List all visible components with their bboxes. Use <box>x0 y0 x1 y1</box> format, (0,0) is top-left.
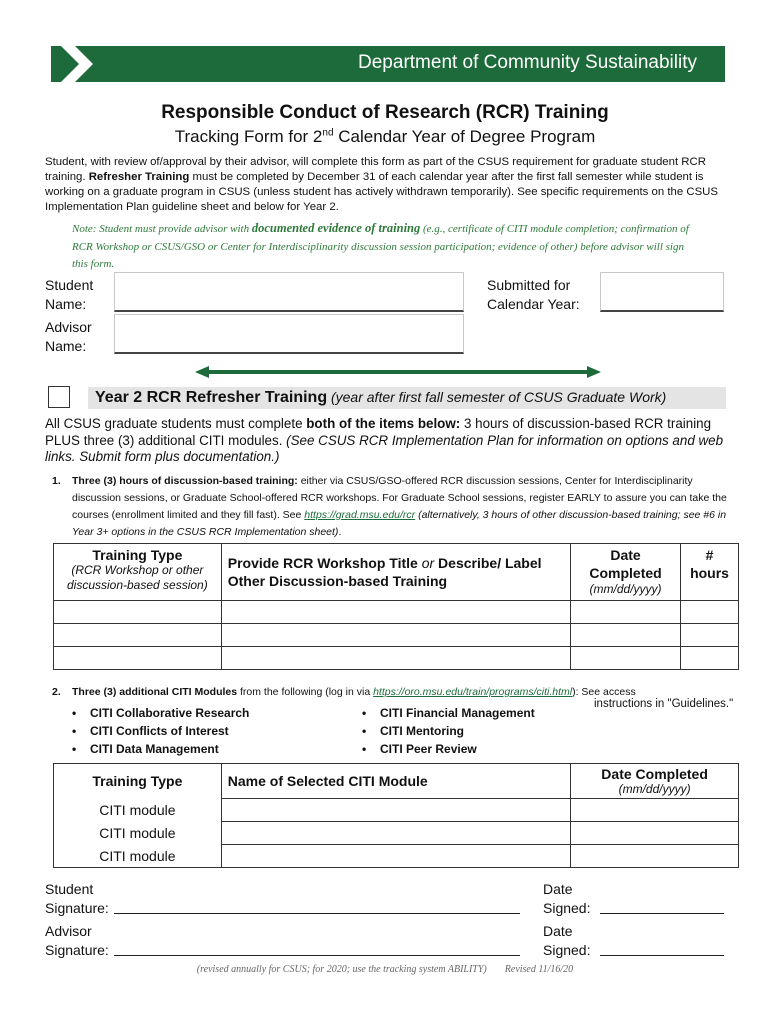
training-type-header: Training Type (RCR Workshop or other discussion-based session) <box>54 544 222 601</box>
table-row <box>54 822 739 845</box>
table-header-row <box>54 544 739 601</box>
citi-modules-table <box>53 763 739 868</box>
requirements-paragraph: All CSUS graduate students must complete both of the items below: 3 hours of discussion-based RCR training PLUS three (3) additional CITI modules. (See CSUS RCR Implementation Plan for information on options and web links. Submit form plus documentation.) <box>45 416 724 464</box>
evidence-note: Note: Student must provide advisor with documented evidence of training (e.g., certificate of CITI module completion; confirmation of RCR Workshop or CSUS/GSO or Center for Interdisciplinarity discussion session participation; evidence of other) before advisor will sign this form. <box>72 221 689 270</box>
citi-module-name-header: Name of Selected CITI Module <box>221 764 570 799</box>
requirement-item-2: 2. Three (3) additional CITI Modules from the following (log in via https://oro.msu.edu/train/programs/citi.html): See access <box>52 686 636 698</box>
double-arrow-divider <box>195 366 601 378</box>
table-row <box>54 601 739 624</box>
advisor-date-line[interactable] <box>600 955 724 956</box>
discussion-training-table <box>53 543 739 670</box>
student-name-field[interactable] <box>114 272 464 312</box>
year2-heading-bar <box>88 387 726 409</box>
citi-modules-list-right <box>362 704 535 758</box>
header-banner <box>51 46 725 82</box>
hours-header: # hours <box>681 544 739 601</box>
table-cell[interactable] <box>571 647 681 670</box>
table-cell[interactable] <box>221 845 570 868</box>
intro-paragraph: Student, with review of/approval by their advisor, will complete this form as part of the CSUS requirement for graduate student RCR training. Refresher Training must be completed by December 31 of each calendar year after the first fall semester while student is working on a graduate program in CSUS (unless student has actively withdrawn temporarily). See specific requirements on the CSUS Implementation Plan guideline sheet and below for Year 2. <box>45 156 718 213</box>
table-cell[interactable] <box>221 822 570 845</box>
date-completed-header: Date Completed (mm/dd/yyyy) <box>571 764 739 799</box>
list-item: • CITI Mentoring <box>362 722 535 740</box>
table-cell[interactable] <box>681 647 739 670</box>
table-cell[interactable] <box>54 601 222 624</box>
year2-checkbox[interactable] <box>48 386 70 408</box>
chevron-right-icon <box>61 46 109 82</box>
table-cell: CITI module <box>54 822 222 845</box>
table-header-row <box>54 764 739 799</box>
guidelines-note: instructions in "Guidelines." <box>594 698 734 710</box>
form-title: Responsible Conduct of Research (RCR) Training <box>161 102 609 123</box>
footer: (revised annually for CSUS; for 2020; use the tracking system ABILITY) Revised 11/16/20 <box>196 964 574 975</box>
submitted-year-label: Submitted for Calendar Year: <box>487 277 580 312</box>
student-signature-line[interactable] <box>114 913 520 914</box>
table-cell[interactable] <box>571 624 681 647</box>
table-cell[interactable] <box>221 647 570 670</box>
table-row <box>54 845 739 868</box>
student-name-label: Student Name: <box>45 277 94 312</box>
advisor-signature-line[interactable] <box>114 955 520 956</box>
table-cell[interactable] <box>221 799 570 822</box>
workshop-title-header: Provide RCR Workshop Title or Describe/ Label Other Discussion-based Training <box>221 544 570 601</box>
list-item: • CITI Financial Management <box>362 704 535 722</box>
table-cell[interactable] <box>571 822 739 845</box>
list-item: • CITI Peer Review <box>362 740 535 758</box>
department-name: Department of Community Sustainability <box>358 52 697 73</box>
advisor-signature-label: Advisor Signature: <box>45 923 109 958</box>
training-type-header: Training Type <box>54 764 222 799</box>
list-item: • CITI Data Management <box>72 740 249 758</box>
table-cell[interactable] <box>571 601 681 624</box>
advisor-name-label: Advisor Name: <box>45 319 92 354</box>
table-cell[interactable] <box>54 647 222 670</box>
table-cell: CITI module <box>54 799 222 822</box>
student-date-label: Date Signed: <box>543 881 591 916</box>
table-cell[interactable] <box>571 799 739 822</box>
requirement-item-1: 1. Three (3) hours of discussion-based training: either via CSUS/GSO-offered RCR discussion sessions, Center for Interdisciplinarity discussion sessions, or Graduate School-offered RCR workshops. For Graduate School sessions, register EARLY to assure you can take the courses (enrollment limited and they fill fast). See https://grad.msu.edu/rcr (alternatively, 3 hours of other discussion-based training; see #6 in Year 3+ options in the CSUS RCR Implementation sheet). <box>52 475 727 538</box>
advisor-name-field[interactable] <box>114 314 464 354</box>
table-row <box>54 624 739 647</box>
table-cell[interactable] <box>221 624 570 647</box>
table-cell[interactable] <box>571 845 739 868</box>
year2-heading: Year 2 RCR Refresher Training (year after first fall semester of CSUS Graduate Work) <box>95 389 667 406</box>
student-signature-label: Student Signature: <box>45 881 109 916</box>
list-item: • CITI Conflicts of Interest <box>72 722 249 740</box>
table-cell[interactable] <box>681 624 739 647</box>
citi-modules-list-left <box>72 704 249 758</box>
table-row <box>54 647 739 670</box>
table-cell: CITI module <box>54 845 222 868</box>
table-row <box>54 799 739 822</box>
date-completed-header: Date Completed (mm/dd/yyyy) <box>571 544 681 601</box>
advisor-date-label: Date Signed: <box>543 923 591 958</box>
table-cell[interactable] <box>221 601 570 624</box>
calendar-year-field[interactable] <box>600 272 724 312</box>
grad-rcr-link[interactable]: https://grad.msu.edu/rcr <box>304 509 416 521</box>
list-item: • CITI Collaborative Research <box>72 704 249 722</box>
table-cell[interactable] <box>681 601 739 624</box>
student-date-line[interactable] <box>600 913 724 914</box>
table-cell[interactable] <box>54 624 222 647</box>
citi-link[interactable]: https://oro.msu.edu/train/programs/citi.html <box>373 686 573 698</box>
form-subtitle: Tracking Form for 2nd Calendar Year of Degree Program <box>174 127 596 146</box>
